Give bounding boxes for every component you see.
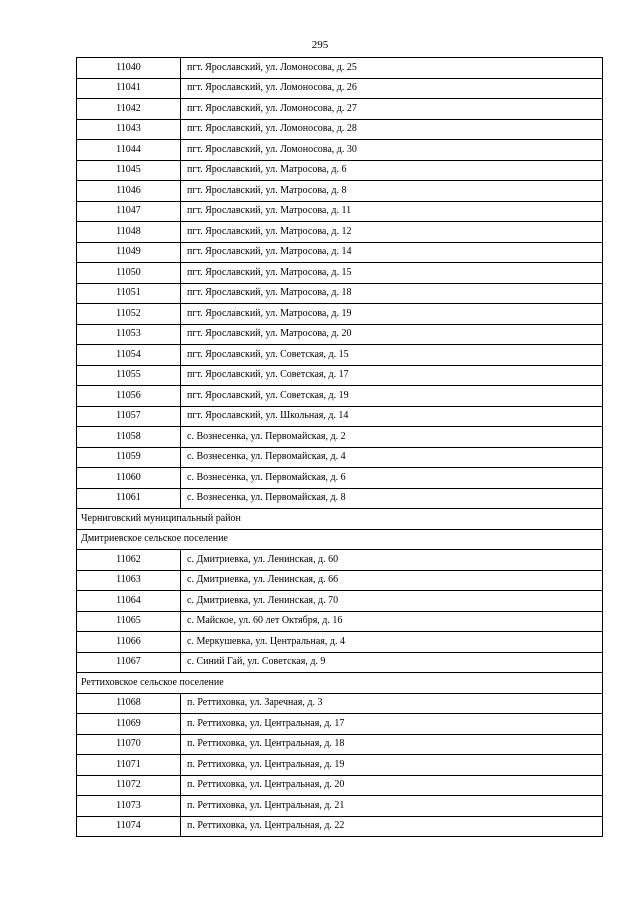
address-cell: с. Вознесенка, ул. Первомайская, д. 6 <box>181 468 603 489</box>
entry-number-cell: 11066 <box>77 632 181 653</box>
address-cell: пгт. Ярославский, ул. Матросова, д. 20 <box>181 324 603 345</box>
table-section-row <box>77 509 603 530</box>
entry-number-cell: 11064 <box>77 591 181 612</box>
address-cell: п. Реттиховка, ул. Центральная, д. 21 <box>181 796 603 817</box>
entry-number-cell: 11040 <box>77 58 181 79</box>
entry-number-cell: 11061 <box>77 488 181 509</box>
address-cell: пгт. Ярославский, ул. Матросова, д. 6 <box>181 160 603 181</box>
address-cell: с. Дмитриевка, ул. Ленинская, д. 66 <box>181 570 603 591</box>
address-cell: пгт. Ярославский, ул. Матросова, д. 15 <box>181 263 603 284</box>
table-row <box>77 119 603 140</box>
entry-number-cell: 11060 <box>77 468 181 489</box>
entry-number-cell: 11046 <box>77 181 181 202</box>
table-row <box>77 365 603 386</box>
table-row <box>77 222 603 243</box>
entry-number-cell: 11041 <box>77 78 181 99</box>
address-cell: с. Дмитриевка, ул. Ленинская, д. 60 <box>181 550 603 571</box>
table-row <box>77 304 603 325</box>
address-cell: пгт. Ярославский, ул. Матросова, д. 18 <box>181 283 603 304</box>
entry-number-cell: 11051 <box>77 283 181 304</box>
entry-number-cell: 11072 <box>77 775 181 796</box>
entry-number-cell: 11050 <box>77 263 181 284</box>
section-heading: Дмитриевское сельское поселение <box>77 529 603 550</box>
address-cell: п. Реттиховка, ул. Центральная, д. 18 <box>181 734 603 755</box>
table-row <box>77 755 603 776</box>
address-cell: пгт. Ярославский, ул. Ломоносова, д. 27 <box>181 99 603 120</box>
address-cell: пгт. Ярославский, ул. Ломоносова, д. 30 <box>181 140 603 161</box>
table-row <box>77 58 603 79</box>
entry-number-cell: 11049 <box>77 242 181 263</box>
entry-number-cell: 11052 <box>77 304 181 325</box>
table-row <box>77 570 603 591</box>
table-row <box>77 201 603 222</box>
address-cell: с. Вознесенка, ул. Первомайская, д. 4 <box>181 447 603 468</box>
address-cell: п. Реттиховка, ул. Центральная, д. 20 <box>181 775 603 796</box>
address-cell: пгт. Ярославский, ул. Советская, д. 15 <box>181 345 603 366</box>
address-cell: пгт. Ярославский, ул. Матросова, д. 11 <box>181 201 603 222</box>
entry-number-cell: 11055 <box>77 365 181 386</box>
table-section-row <box>77 673 603 694</box>
address-cell: с. Вознесенка, ул. Первомайская, д. 8 <box>181 488 603 509</box>
entry-number-cell: 11053 <box>77 324 181 345</box>
entry-number-cell: 11070 <box>77 734 181 755</box>
table-row <box>77 816 603 837</box>
table-row <box>77 447 603 468</box>
address-cell: п. Реттиховка, ул. Центральная, д. 22 <box>181 816 603 837</box>
table-row <box>77 160 603 181</box>
address-cell: п. Реттиховка, ул. Центральная, д. 17 <box>181 714 603 735</box>
section-heading: Черниговский муниципальный район <box>77 509 603 530</box>
table-row <box>77 283 603 304</box>
address-cell: с. Дмитриевка, ул. Ленинская, д. 70 <box>181 591 603 612</box>
address-cell: пгт. Ярославский, ул. Ломоносова, д. 26 <box>181 78 603 99</box>
entry-number-cell: 11065 <box>77 611 181 632</box>
table-row <box>77 263 603 284</box>
table-row <box>77 140 603 161</box>
entry-number-cell: 11062 <box>77 550 181 571</box>
address-cell: пгт. Ярославский, ул. Матросова, д. 14 <box>181 242 603 263</box>
table-row <box>77 796 603 817</box>
address-cell: пгт. Ярославский, ул. Матросова, д. 8 <box>181 181 603 202</box>
table-section-row <box>77 529 603 550</box>
table-row <box>77 775 603 796</box>
table-row <box>77 386 603 407</box>
entry-number-cell: 11042 <box>77 99 181 120</box>
table-row <box>77 406 603 427</box>
address-cell: с. Вознесенка, ул. Первомайская, д. 2 <box>181 427 603 448</box>
table-row <box>77 734 603 755</box>
table-row <box>77 78 603 99</box>
entry-number-cell: 11043 <box>77 119 181 140</box>
address-cell: пгт. Ярославский, ул. Ломоносова, д. 25 <box>181 58 603 79</box>
entry-number-cell: 11044 <box>77 140 181 161</box>
entry-number-cell: 11056 <box>77 386 181 407</box>
page-number: 295 <box>311 39 329 51</box>
entry-number-cell: 11059 <box>77 447 181 468</box>
entry-number-cell: 11071 <box>77 755 181 776</box>
registry-table-body <box>77 58 603 837</box>
address-cell: пгт. Ярославский, ул. Советская, д. 17 <box>181 365 603 386</box>
address-cell: с. Майское, ул. 60 лет Октября, д. 16 <box>181 611 603 632</box>
table-row <box>77 468 603 489</box>
address-cell: с. Синий Гай, ул. Советская, д. 9 <box>181 652 603 673</box>
table-row <box>77 611 603 632</box>
entry-number-cell: 11073 <box>77 796 181 817</box>
address-cell: пгт. Ярославский, ул. Ломоносова, д. 28 <box>181 119 603 140</box>
entry-number-cell: 11068 <box>77 693 181 714</box>
entry-number-cell: 11045 <box>77 160 181 181</box>
address-cell: с. Меркушевка, ул. Центральная, д. 4 <box>181 632 603 653</box>
entry-number-cell: 11069 <box>77 714 181 735</box>
address-cell: п. Реттиховка, ул. Заречная, д. 3 <box>181 693 603 714</box>
table-row <box>77 488 603 509</box>
table-row <box>77 693 603 714</box>
table-row <box>77 345 603 366</box>
table-row <box>77 591 603 612</box>
entry-number-cell: 11054 <box>77 345 181 366</box>
address-cell: пгт. Ярославский, ул. Школьная, д. 14 <box>181 406 603 427</box>
table-row <box>77 181 603 202</box>
table-row <box>77 242 603 263</box>
address-cell: пгт. Ярославский, ул. Матросова, д. 12 <box>181 222 603 243</box>
address-cell: п. Реттиховка, ул. Центральная, д. 19 <box>181 755 603 776</box>
entry-number-cell: 11058 <box>77 427 181 448</box>
address-cell: пгт. Ярославский, ул. Матросова, д. 19 <box>181 304 603 325</box>
table-row <box>77 427 603 448</box>
entry-number-cell: 11057 <box>77 406 181 427</box>
table-row <box>77 324 603 345</box>
address-registry-table <box>76 57 603 837</box>
entry-number-cell: 11067 <box>77 652 181 673</box>
section-heading: Реттиховское сельское поселение <box>77 673 603 694</box>
address-cell: пгт. Ярославский, ул. Советская, д. 19 <box>181 386 603 407</box>
entry-number-cell: 11047 <box>77 201 181 222</box>
table-row <box>77 632 603 653</box>
table-row <box>77 99 603 120</box>
table-row <box>77 652 603 673</box>
table-row <box>77 550 603 571</box>
entry-number-cell: 11048 <box>77 222 181 243</box>
table-row <box>77 714 603 735</box>
entry-number-cell: 11074 <box>77 816 181 837</box>
entry-number-cell: 11063 <box>77 570 181 591</box>
